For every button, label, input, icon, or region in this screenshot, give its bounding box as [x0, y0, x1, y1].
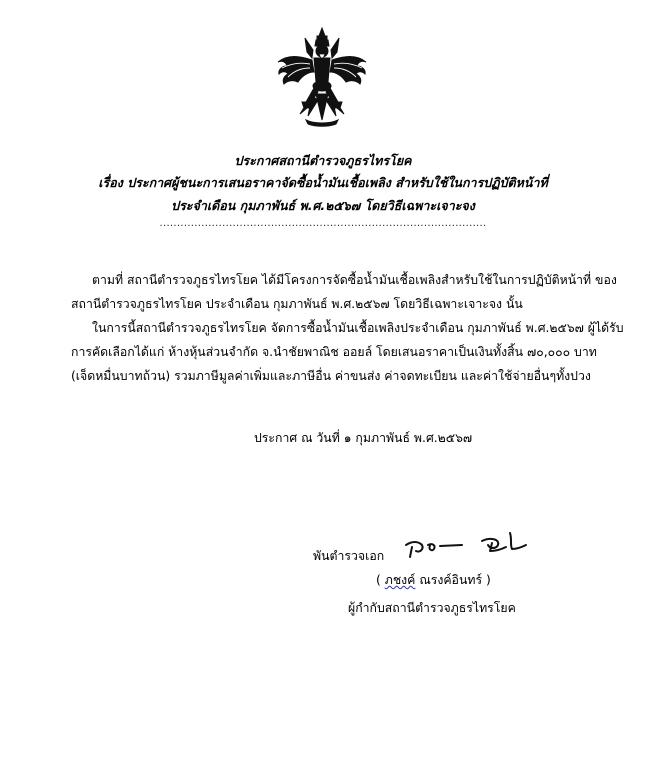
- dotted-separator: ..............................................................................................: [159, 218, 487, 229]
- paragraph-1-line-1: ตามที่ สถานีตำรวจภูธรไทรโยค ได้มีโครงการจัดซื้อน้ำมันเชื้อเพลิงสำหรับใช้ในการปฏิบัติหน้าที่ ของ: [92, 273, 617, 287]
- paragraph-2-line-2: การคัดเลือกได้แก่ ห้างหุ้นส่วนจำกัด จ.นำชัยพาณิช ออยล์ โดยเสนอราคาเป็นเงินทั้งสิ้น ๗๐,๐๐๐ บาท: [71, 345, 597, 359]
- name-open-paren: (: [376, 573, 385, 587]
- signatory-position: ผู้กำกับสถานีตำรวจภูธรไทรโยค: [348, 601, 516, 615]
- announcement-title: ประกาศสถานีตำรวจภูธรไทรโยค: [234, 153, 412, 168]
- announcement-subject: เรื่อง ประกาศผู้ชนะการเสนอราคาจัดซื้อน้ำมันเชื้อเพลิง สำหรับใช้ในการปฏิบัติหน้าที่: [98, 175, 548, 190]
- paragraph-1-line-2: สถานีตำรวจภูธรไทรโยค ประจำเดือน กุมภาพันธ์ พ.ศ.๒๕๖๗ โดยวิธีเฉพาะเจาะจง นั้น: [71, 297, 523, 311]
- signature-image: [400, 527, 530, 561]
- paragraph-2-line-3: (เจ็ดหมื่นบาทถ้วน) รวมภาษีมูลค่าเพิ่มและภาษีอื่น ค่าขนส่ง ค่าจดทะเบียน และค่าใช้จ่ายอื่นๆทั้งปวง: [71, 369, 591, 383]
- garuda-emblem-icon: [272, 24, 372, 128]
- signatory-last-name: ณรงค์อินทร์ ): [415, 573, 491, 587]
- signatory-rank: พันตำรวจเอก: [313, 549, 385, 563]
- announcement-date: ประกาศ ณ วันที่ ๑ กุมภาพันธ์ พ.ศ.๒๕๖๗: [254, 431, 473, 445]
- announcement-period: ประจำเดือน กุมภาพันธ์ พ.ศ.๒๕๖๗ โดยวิธีเฉพาะเจาะจง: [171, 198, 475, 213]
- signatory-first-name: ภชงค์: [384, 573, 416, 587]
- paragraph-2-line-1: ในการนี้สถานีตำรวจภูธรไทรโยค จัดการซื้อน้ำมันเชื้อเพลิงประจำเดือน กุมภาพันธ์ พ.ศ.๒๕๖๗ ผู้ได้รับ: [92, 321, 624, 335]
- signatory-name: [376, 572, 491, 588]
